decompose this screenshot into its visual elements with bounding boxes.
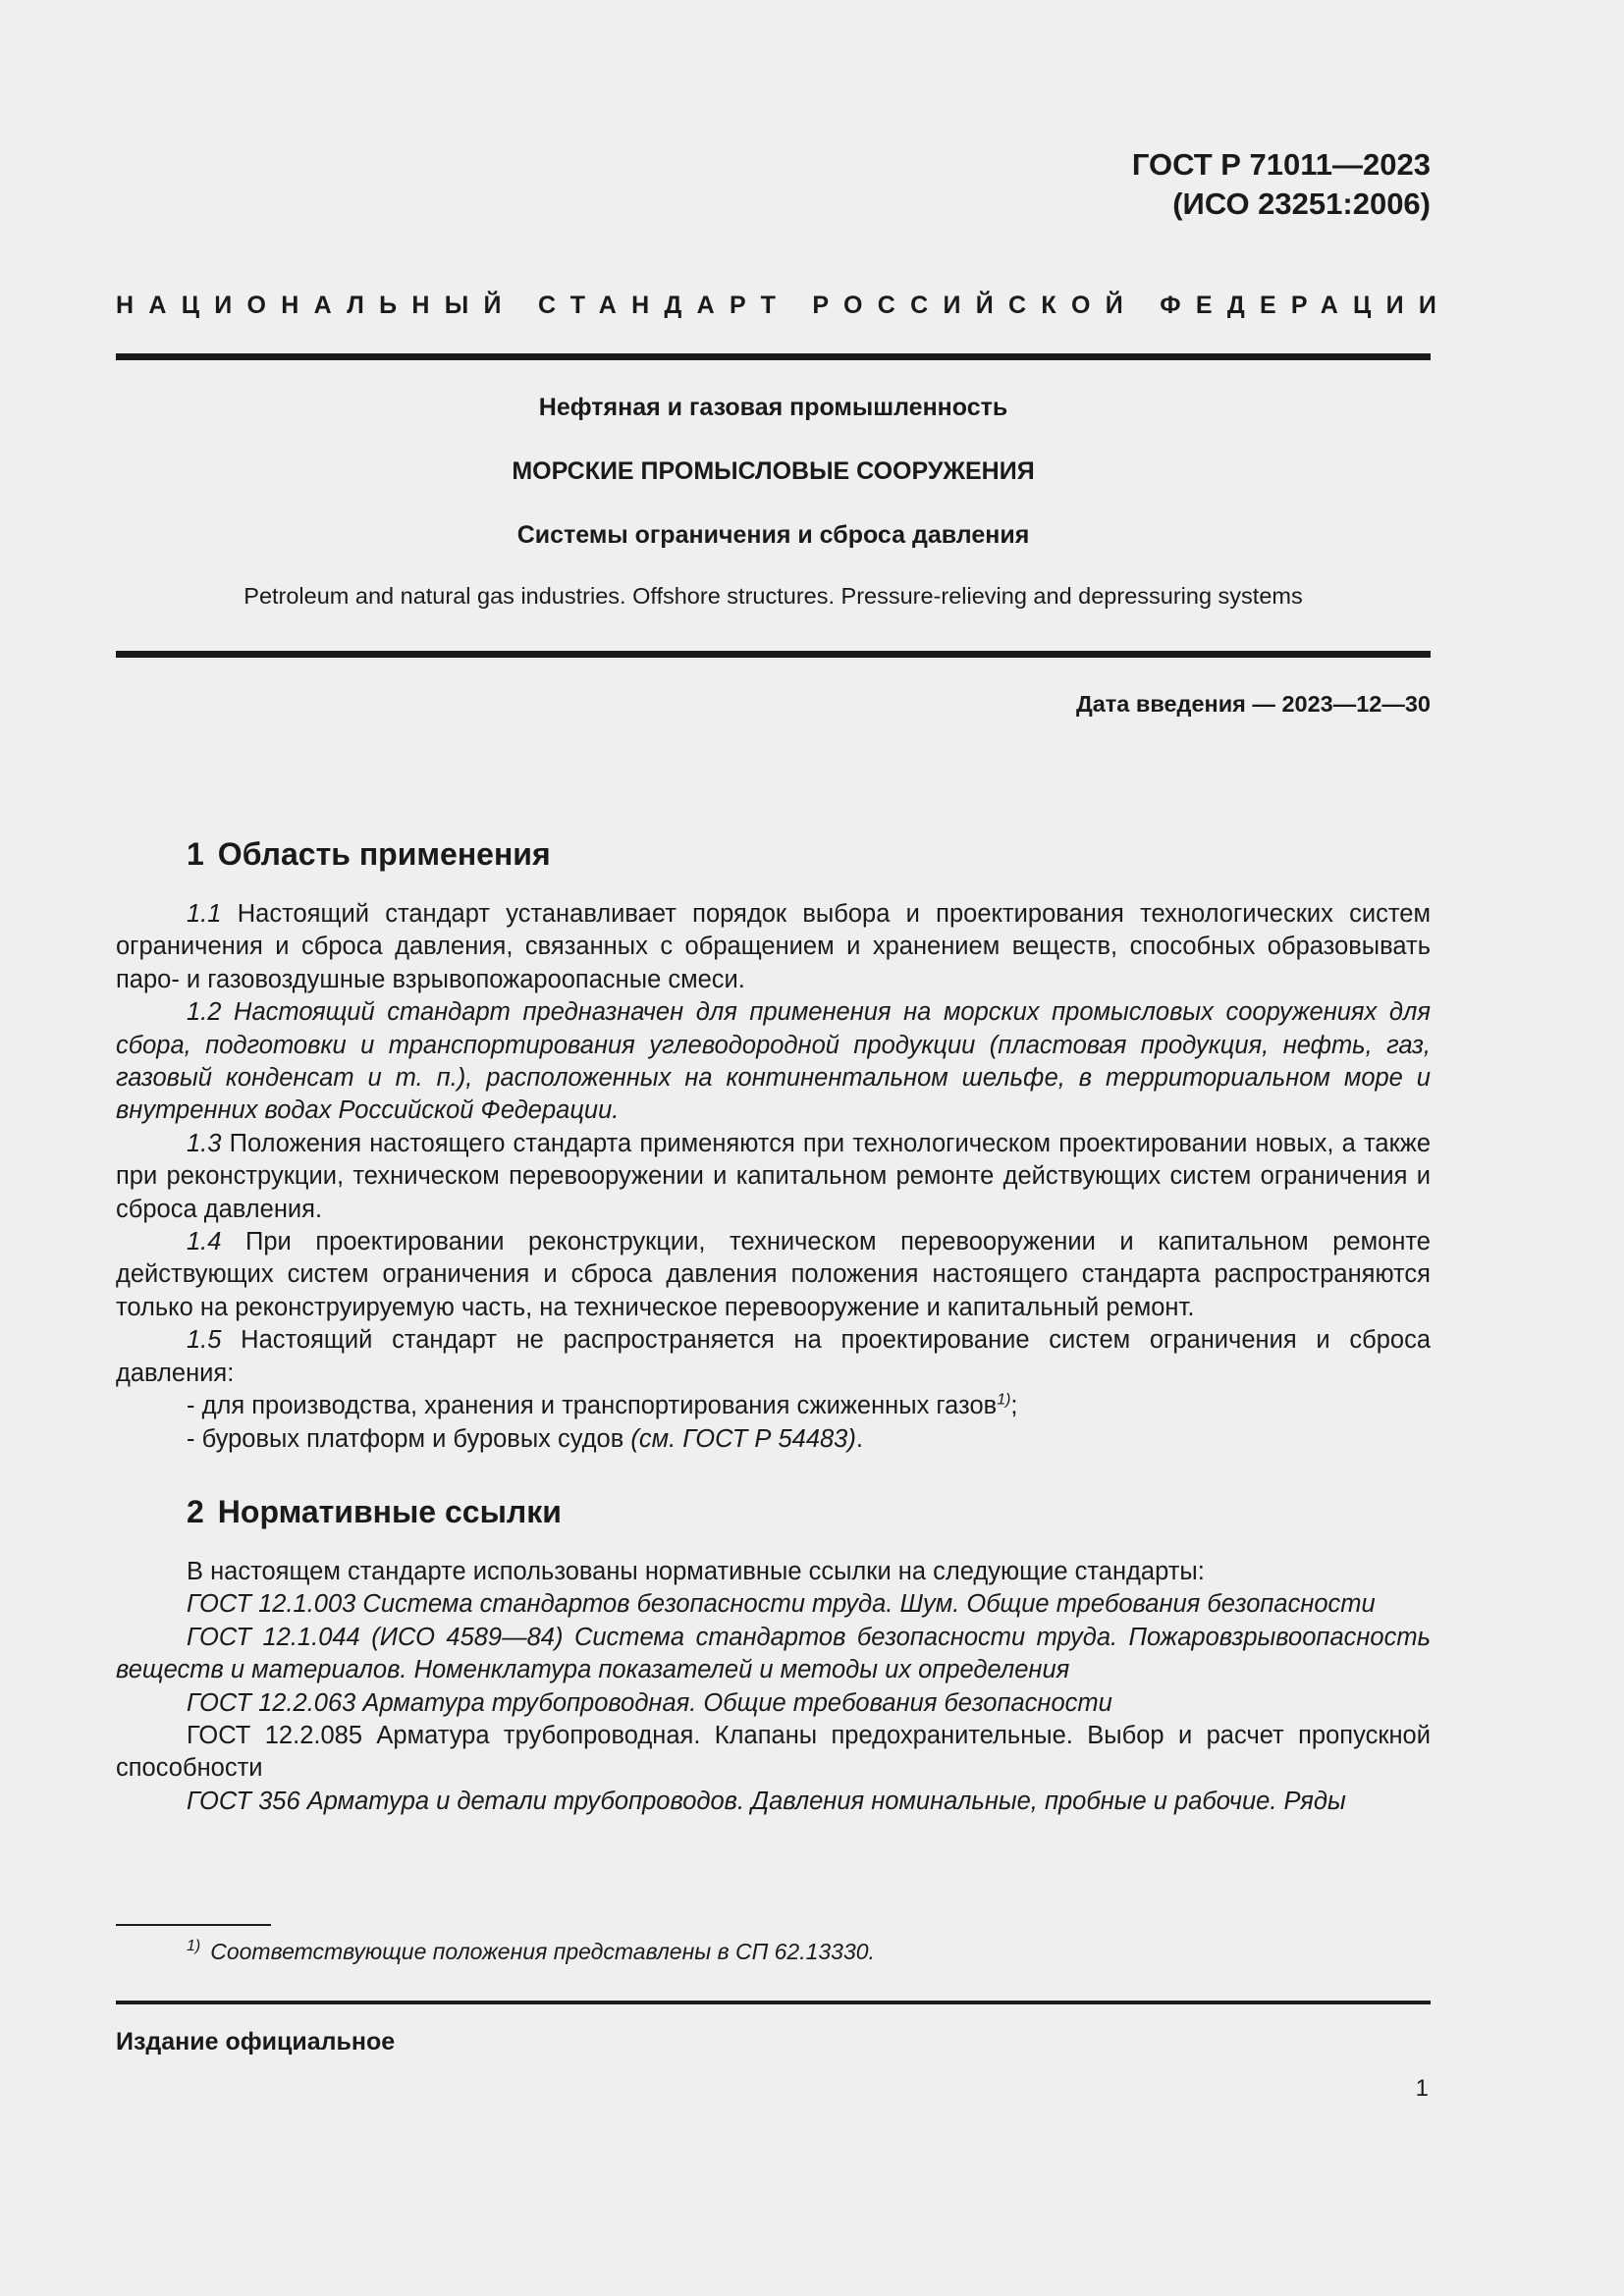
footnote-text: Соответствующие положения представлены в СП 62.13330. <box>210 1939 875 1964</box>
section-1-body <box>116 898 1431 1456</box>
list-item <box>116 1390 1431 1422</box>
paragraph-1-2: 1.2 Настоящий стандарт предназначен для применения на морских промысловых сооружениях для сбора, подготовки и транспортирования углеводородной продукции (пластовая продукция, нефть, газ, газовый конденсат и т. п.), расположенных на континентальном шельфе, в территориальном море и внутренних водах Российской Федерации. <box>116 998 1431 1125</box>
subject-title: МОРСКИЕ ПРОМЫСЛОВЫЕ СООРУЖЕНИЯ <box>512 457 1035 485</box>
introduction-date: Дата введения — 2023—12—30 <box>1075 691 1431 717</box>
footnote-separator <box>116 1924 271 1926</box>
clause-text: Положения настоящего стандарта применяются при технологическом проектировании новых, а также при реконструкции, техническом перевооружении и капитальном ремонте действующих систем ограничения и сброса давления. <box>116 1129 1431 1223</box>
reference-item: ГОСТ 12.1.003 Система стандартов безопасности труда. Шум. Общие требования безопасности <box>187 1590 1376 1619</box>
clause-text: При проектировании реконструкции, техническом перевооружении и капитальном ремонте действующих систем ограничения и сброса давления положения настоящего стандарта распространяются только на реконструируемую часть, на техническое перевооружение и капитальный ремонт. <box>116 1228 1431 1321</box>
paragraph-1-3 <box>116 1128 1431 1226</box>
list-item <box>116 1423 1431 1456</box>
section-2-heading <box>187 1494 562 1530</box>
section-2-number: 2 <box>187 1494 204 1529</box>
section-2-intro: В настоящем стандарте использованы нормативные ссылки на следующие стандарты: <box>187 1558 1205 1585</box>
edition-label: Издание официальное <box>116 2028 396 2056</box>
title-bottom-rule <box>116 651 1431 658</box>
footnote <box>187 1939 875 1965</box>
section-1-title: Область применения <box>217 836 551 872</box>
english-title: Petroleum and natural gas industries. Offshore structures. Pressure-relieving and depressuring systems <box>244 583 1303 609</box>
paragraph-1-5 <box>116 1324 1431 1390</box>
clause-number: 1.5 <box>187 1326 222 1355</box>
clause-number: 1.1 <box>187 900 222 928</box>
document-page <box>116 0 1452 2296</box>
paragraph-1-4 <box>116 1226 1431 1324</box>
national-standard-title: НАЦИОНАЛЬНЫЙ СТАНДАРТ РОССИЙСКОЙ ФЕДЕРАЦИИ <box>116 292 1452 319</box>
clause-number: 1.4 <box>187 1228 222 1256</box>
paragraph-1-1 <box>116 898 1431 996</box>
reference-item: ГОСТ 12.2.085 Арматура трубопроводная. Клапаны предохранительные. Выбор и расчет пропускной способности <box>116 1722 1431 1783</box>
reference-item: ГОСТ 12.2.063 Арматура трубопроводная. Общие требования безопасности <box>187 1688 1112 1717</box>
list-item-tail: ; <box>1010 1392 1018 1420</box>
document-subtitle: Системы ограничения и сброса давления <box>516 521 1030 549</box>
section-1-heading <box>187 836 551 873</box>
industry-title: Нефтяная и газовая промышленность <box>538 394 1008 421</box>
reference-item: ГОСТ 356 Арматура и детали трубопроводов. Давления номинальные, пробные и рабочие. Ряды <box>187 1787 1346 1815</box>
section-2-title: Нормативные ссылки <box>217 1494 562 1529</box>
list-item-reference: (см. ГОСТ Р 54483) <box>630 1424 856 1453</box>
footnote-mark: 1) <box>187 1938 201 1955</box>
standard-designation <box>1132 145 1431 224</box>
list-item-text: - для производства, хранения и транспортирования сжиженных газов <box>187 1392 998 1420</box>
section-2-body <box>116 1556 1431 1818</box>
page-number: 1 <box>1415 2075 1429 2102</box>
reference-item: ГОСТ 12.1.044 (ИСО 4589—84) Система стандартов безопасности труда. Пожаровзрывоопасность веществ и материалов. Номенклатура показателей и методы их определения <box>116 1623 1431 1684</box>
iso-code: (ИСО 23251:2006) <box>1172 187 1431 221</box>
footnote-reference: 1) <box>997 1391 1011 1409</box>
edition-rule <box>116 2001 1431 2004</box>
section-1-number: 1 <box>187 836 204 872</box>
clause-number: 1.3 <box>187 1129 222 1157</box>
clause-text: Настоящий стандарт устанавливает порядок выбора и проектирования технологических систем ограничения и сброса давления, связанных с обращением и хранением веществ, способных образовывать паро- и газовоздушные взрывопожароопасные смеси. <box>116 900 1431 993</box>
list-item-text: - буровых платформ и буровых судов <box>187 1424 631 1453</box>
title-top-rule <box>116 353 1431 360</box>
list-item-tail: . <box>855 1424 863 1453</box>
standard-code: ГОСТ Р 71011—2023 <box>1131 147 1431 182</box>
clause-text: Настоящий стандарт не распространяется на проектирование систем ограничения и сброса давления: <box>116 1326 1431 1387</box>
